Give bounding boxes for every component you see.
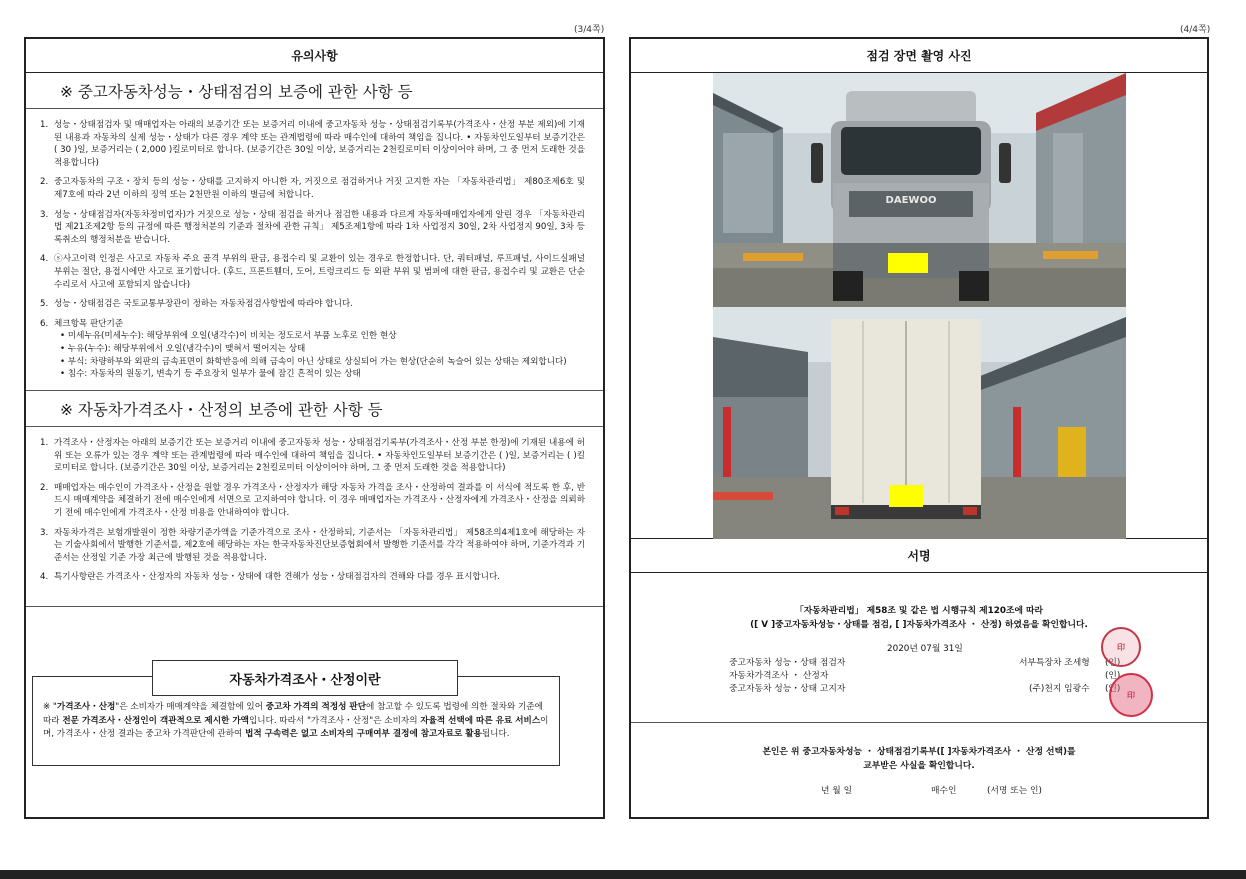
page-number-left: (3/4쪽): [574, 25, 605, 35]
confirm-line: 교부받은 사실을 확인합니다.: [863, 761, 975, 771]
guide-bold: 전문 가격조사・산정인이 객관적으로 제시한 가액: [62, 715, 249, 726]
signer-name: 서부특장차 조세형: [1019, 658, 1090, 668]
guide-text: ※ ": [43, 702, 57, 712]
guide-text: 에 참고할 수 있도록 법령에 의한 절차와 기준에 따라: [43, 702, 543, 726]
seal-mark: (인): [1105, 658, 1121, 668]
price-clauses: [26, 427, 603, 584]
sign-date: 2020년 07월 31일: [887, 644, 963, 654]
guide-bold: 가격조사・산정: [56, 702, 116, 712]
guide-text: "은 소비자가 매매계약을 체결함에 있어: [115, 702, 266, 712]
price-warranty-title: ※ 자동차가격조사・산정의 보증에 관한 사항 등: [26, 391, 603, 427]
receipt-confirm-area: [631, 723, 1207, 817]
guide-text: 입니다. 따라서 "가격조사・산정"은 소비자의: [248, 715, 421, 726]
criteria-item: • 미세누유(미세누수): 해당부위에 오일(냉각수)이 비치는 정도로서 부품 노후로 인한 현상: [60, 331, 397, 342]
clause-number: 3.: [40, 527, 49, 538]
clause: [40, 298, 585, 311]
clause-text: ⓢ사고이력 인정은 사고로 자동차 주요 골격 부위의 판금, 용접수리 및 교환이 있는 경우로 한정합니다. 단, 쿼터패널, 루프패널, 사이드실패널 부위는 절단, 용접시에만 사고로 표기합니다. (후드, 프론트휀더, 도어, 트렁크리드 등 외판 부위 및 범퍼에 대한 판금, 용접수리 및 교환은 단순수리로서 사고에 포함되지 않습니다): [54, 254, 585, 290]
sign-role: 중고자동차 성능・상태 고지자: [729, 684, 846, 694]
performance-clauses: [26, 109, 603, 381]
buyer-label: 매수인: [931, 786, 957, 796]
clause-text: 특기사항란은 가격조사・산정자의 자동차 성능・상태에 대한 견해가 성능・상태점검자의 견해와 다를 경우 표시합니다.: [54, 572, 501, 583]
price-warranty-section: [26, 391, 603, 607]
clause-number: 1.: [40, 438, 49, 448]
guide-text: 이며, 가격조사・산정 결과는 중고차 가격판단에 관하여: [43, 715, 549, 739]
signer-name: (주)천지 임광수: [1029, 684, 1090, 694]
clause-number: 1.: [40, 120, 49, 130]
sign-law-line: ([ V ]중고자동차성능・상태를 점검, [ ]자동차가격조사 ・ 산정) 하였음을 확인합니다.: [750, 620, 1088, 630]
check-criteria-title: 체크항목 판단기준: [54, 318, 124, 329]
clause-number: 4.: [40, 254, 49, 265]
truck-brand-text: DAEWOO: [885, 195, 937, 206]
clause-check-criteria: [40, 318, 585, 381]
clause-text: 가격조사・산정자는 아래의 보증기간 또는 보증거리 이내에 중고자동차 성능・상태점검기록부(가격조사・산정 부분 한정)에 기재된 내용에 허위 또는 오류가 있는 경우 계약 또는 관계법령에 따라 매수인에 대하여 책임을 집니다. • 자동차인도일부터 보증기간은 ( )일, 보증거리는 ( )킬로미터로 합니다. (보증기간은 30일 이상, 보증거리는 2천킬로미터 이상이어야 하며, 그 중 먼저 도래한 것을 적용합니다): [54, 438, 585, 474]
seal-mark: (인): [1105, 671, 1121, 681]
seal-stamp-icon: 印: [1101, 627, 1141, 667]
guide-bold: 중고차 가격의 적정성 판단: [265, 702, 367, 712]
clause-number: 2.: [40, 177, 49, 188]
guide-text: 됩니다.: [481, 729, 510, 739]
guide-bold: 자율적 선택에 따른 유료 서비스: [420, 715, 541, 726]
sign-law-line: 「자동차관리법」 제58조 및 같은 법 시행규칙 제120조에 따라: [794, 606, 1044, 616]
sign-area: [631, 573, 1207, 723]
clause-text: 매매업자는 매수인이 가격조사・산정을 원할 경우 가격조사・산정자가 해당 자동차 가격을 조사・산정하여 결과를 이 서식에 적도록 한 후, 반드시 매매계약을 체결하기 전에 매수인에게 서면으로 고지하여야 합니다. 이 경우 매매업자는 가격조사・산정자에게 가격조사・산정을 의뢰하기 전에 매수인에게 가격조사・산정 비용을 안내하여야 합니다.: [54, 482, 585, 518]
clause-text: 자동차가격은 보험개발원이 정한 차량기준가액을 기준가격으로 조사・산정하되, 기준서는 「자동차관리법」 제58조의4제1호에 해당하는 자는 기술사회에서 발행한 기준서를, 제2호에 해당하는 자는 한국자동차진단보증협회에서 발행한 기준서를 각각 적용하여야 하며, 기준가격과 기준서는 산정일 기준 가장 최근에 발행된 것을 적용합니다.: [54, 527, 585, 563]
front-photo: [713, 73, 1126, 307]
buyer-signature-field[interactable]: (서명 또는 인): [987, 786, 1042, 796]
sign-role: 자동차가격조사 ・ 산정자: [729, 671, 829, 681]
seal-stamp-icon: 印: [1109, 673, 1153, 717]
clause: [40, 119, 585, 169]
confirm-line: 본인은 위 중고자동차성능 ・ 상태점검기록부([ ]자동차가격조사 ・ 산정 선택)를: [762, 747, 1076, 757]
photo-area: [631, 73, 1207, 539]
confirm-text: [631, 745, 1207, 773]
clause-text: 성능・상태점검자(자동차정비업자)가 거짓으로 성능・상태 점검을 하거나 점검한 내용과 다르게 자동차매매업자에게 알린 경우 「자동차관리법 제21조제2항 등의 규정에 따른 행정처분의 기준과 절차에 관한 규칙」 제5조제1항에 따라 1차 사업정지 30일, 2차 사업정지 90일, 3차 등록취소의 행정처분을 받습니다.: [54, 209, 585, 245]
photo-sign-panel: [629, 37, 1209, 819]
seal-mark: (인): [1105, 684, 1121, 694]
criteria-item: • 부식: 차량하부와 외판의 금속표면이 화학반응에 의해 금속이 아닌 상태로 상실되어 가는 현상(단순히 녹슬어 있는 상태는 제외합니다): [60, 356, 567, 367]
sign-header: 서명: [631, 539, 1207, 573]
clause-number: 5.: [40, 299, 49, 310]
clause-number: 2.: [40, 482, 49, 493]
clause-number: 4.: [40, 572, 49, 583]
performance-warranty-title: ※ 중고자동차성능・상태점검의 보증에 관한 사항 등: [26, 73, 603, 109]
truck-front-image: [713, 73, 1126, 307]
notice-header: 유의사항: [26, 39, 603, 73]
clause: [40, 176, 585, 201]
truck-rear-image: [713, 307, 1126, 539]
criteria-item: • 누유(누수): 해당부위에서 오일(냉각수)이 맺혀서 떨어지는 상태: [60, 343, 306, 354]
clause-number: 6.: [40, 318, 49, 329]
clause-text: 성능・상태점검은 국토교통부장관이 정하는 자동차점검사항법에 따라야 합니다.: [54, 299, 353, 310]
clause: [40, 527, 585, 565]
confirm-date: 년 월 일: [821, 786, 853, 796]
clause: [40, 253, 585, 291]
bottom-border: [0, 870, 1246, 879]
clause: [40, 209, 585, 247]
page-number-right: (4/4쪽): [1180, 25, 1211, 35]
clause: [40, 482, 585, 520]
sign-role: 중고자동차 성능・상태 점검자: [729, 658, 846, 668]
clause-number: 3.: [40, 209, 49, 220]
photo-header: 점검 장면 촬영 사진: [631, 39, 1207, 73]
license-plate-mask: [889, 485, 923, 507]
guide-bold: 법적 구속력은 없고 소비자의 구매여부 결정에 참고자료로 활용: [245, 729, 482, 739]
clause-text: 중고자동차의 구조・장치 등의 성능・상태를 고지하지 아니한 자, 거짓으로 점검하거나 거짓 고지한 자는 「자동차관리법」 제80조제6호 및 제7호에 따라 2년 이하의 징역 또는 2천만원 이하의 벌금에 처합니다.: [54, 177, 585, 200]
clause: [40, 571, 585, 584]
performance-warranty-section: [26, 73, 603, 391]
price-guide-title: 자동차가격조사・산정이란: [152, 660, 458, 696]
clause: [40, 437, 585, 475]
license-plate-mask: [888, 253, 928, 273]
clause-text: 성능・상태점검자 및 매매업자는 아래의 보증기간 또는 보증거리 이내에 중고자동차 성능・상태점검기록부(가격조사・산정 부분 제외)에 기재된 내용과 자동차의 실제 성능・상태가 다른 경우 계약 또는 관계법령에 따라 매수인에 대하여 책임을 집니다. • 자동차인도일부터 보증기간은 ( 30 )일, 보증거리는 ( 2,000 )킬로미터로 합니다. (보증기간은 30일 이상, 보증거리는 2천킬로미터 이상이어야 하며, 그 중 먼저 도래한 것을 적용합니다): [54, 120, 585, 168]
criteria-item: • 침수: 자동차의 원동기, 변속기 등 주요장치 일부가 물에 잠긴 흔적이 있는 상태: [60, 369, 361, 380]
rear-photo: [713, 307, 1126, 539]
